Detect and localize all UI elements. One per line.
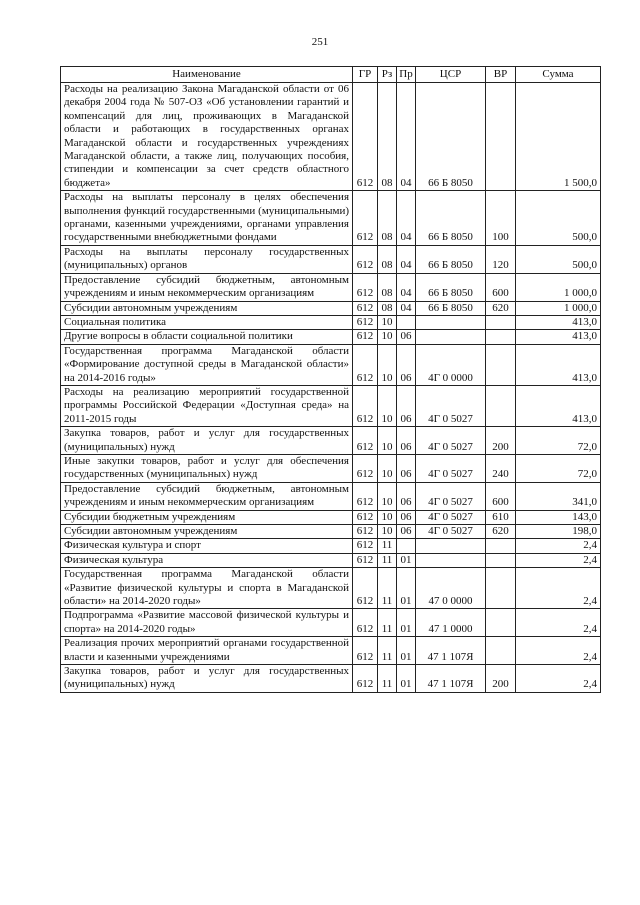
cell-gr: 612 (353, 427, 378, 455)
cell-pr: 06 (397, 344, 416, 385)
cell-name: Подпрограмма «Развитие массовой физической культуры и спорта» на 2014-2020 годы» (61, 609, 353, 637)
table-row (61, 330, 601, 344)
cell-gr: 612 (353, 273, 378, 301)
cell-name: Закупка товаров, работ и услуг для государственных (муниципальных) нужд (61, 665, 353, 693)
header-row (61, 67, 601, 83)
cell-rz: 08 (378, 191, 397, 246)
cell-vr (486, 539, 516, 553)
table-row (61, 427, 601, 455)
cell-rz: 11 (378, 539, 397, 553)
cell-rz: 10 (378, 330, 397, 344)
table-row (61, 637, 601, 665)
cell-vr: 240 (486, 454, 516, 482)
cell-pr: 01 (397, 637, 416, 665)
table-row (61, 273, 601, 301)
cell-pr: 06 (397, 454, 416, 482)
cell-rz: 11 (378, 665, 397, 693)
cell-vr: 620 (486, 301, 516, 315)
cell-vr (486, 568, 516, 609)
cell-csr (416, 553, 486, 567)
cell-sum: 143,0 (516, 510, 601, 524)
cell-csr: 4Г 0 5027 (416, 482, 486, 510)
cell-sum: 2,4 (516, 637, 601, 665)
cell-rz: 11 (378, 553, 397, 567)
cell-csr (416, 330, 486, 344)
cell-vr (486, 344, 516, 385)
cell-vr (486, 330, 516, 344)
cell-gr: 612 (353, 482, 378, 510)
cell-sum: 413,0 (516, 385, 601, 426)
table-body (61, 83, 601, 693)
page-number: 251 (311, 36, 329, 48)
cell-sum: 413,0 (516, 330, 601, 344)
table-row (61, 83, 601, 191)
cell-gr: 612 (353, 553, 378, 567)
table-row (61, 245, 601, 273)
cell-name: Субсидии бюджетным учреждениям (61, 510, 353, 524)
header-name: Наименование (61, 67, 353, 83)
cell-name: Субсидии автономным учреждениям (61, 525, 353, 539)
cell-pr: 04 (397, 191, 416, 246)
table-row (61, 385, 601, 426)
cell-gr: 612 (353, 83, 378, 191)
cell-rz: 11 (378, 609, 397, 637)
cell-pr: 01 (397, 665, 416, 693)
cell-pr: 04 (397, 273, 416, 301)
header-sum: Сумма (516, 67, 601, 83)
cell-name: Иные закупки товаров, работ и услуг для обеспечения государственных (муниципальных) нужд (61, 454, 353, 482)
cell-pr: 04 (397, 301, 416, 315)
cell-gr: 612 (353, 301, 378, 315)
cell-vr: 610 (486, 510, 516, 524)
cell-gr: 612 (353, 385, 378, 426)
table-row (61, 344, 601, 385)
cell-csr: 47 0 0000 (416, 568, 486, 609)
cell-sum: 72,0 (516, 454, 601, 482)
cell-name: Расходы на реализацию мероприятий государственной программы Российской Федерации «Доступная среда» на 2011-2015 годы (61, 385, 353, 426)
cell-gr: 612 (353, 510, 378, 524)
cell-csr: 4Г 0 5027 (416, 385, 486, 426)
table-row (61, 315, 601, 329)
cell-name: Социальная политика (61, 315, 353, 329)
budget-table (60, 66, 601, 693)
table-row (61, 454, 601, 482)
cell-rz: 11 (378, 637, 397, 665)
header-gr: ГР (353, 67, 378, 83)
header-csr: ЦСР (416, 67, 486, 83)
cell-pr (397, 315, 416, 329)
table-row (61, 301, 601, 315)
cell-sum: 198,0 (516, 525, 601, 539)
cell-rz: 10 (378, 315, 397, 329)
cell-vr: 600 (486, 273, 516, 301)
cell-rz: 10 (378, 482, 397, 510)
cell-sum: 2,4 (516, 553, 601, 567)
cell-name: Расходы на выплаты персоналу в целях обеспечения выполнения функций государственными (муниципальными) органами, казенными учреждениями, органами управления государственными внебюджетными фондами (61, 191, 353, 246)
cell-csr: 4Г 0 0000 (416, 344, 486, 385)
cell-sum: 341,0 (516, 482, 601, 510)
header-vr: ВР (486, 67, 516, 83)
cell-gr: 612 (353, 539, 378, 553)
cell-sum: 2,4 (516, 568, 601, 609)
table-row (61, 525, 601, 539)
cell-rz: 10 (378, 385, 397, 426)
cell-name: Предоставление субсидий бюджетным, автономным учреждениям и иным некоммерческим организациям (61, 482, 353, 510)
cell-pr: 06 (397, 482, 416, 510)
cell-rz: 10 (378, 525, 397, 539)
cell-gr: 612 (353, 330, 378, 344)
cell-vr (486, 315, 516, 329)
cell-csr: 4Г 0 5027 (416, 525, 486, 539)
table-row (61, 609, 601, 637)
cell-vr (486, 385, 516, 426)
cell-gr: 612 (353, 315, 378, 329)
cell-csr (416, 315, 486, 329)
cell-csr: 47 1 0000 (416, 609, 486, 637)
cell-sum: 2,4 (516, 539, 601, 553)
cell-pr: 06 (397, 427, 416, 455)
table-row (61, 568, 601, 609)
cell-csr: 47 1 107Я (416, 665, 486, 693)
cell-vr (486, 609, 516, 637)
cell-rz: 10 (378, 344, 397, 385)
cell-sum: 413,0 (516, 344, 601, 385)
table-row (61, 539, 601, 553)
cell-csr: 66 Б 8050 (416, 83, 486, 191)
cell-name: Другие вопросы в области социальной политики (61, 330, 353, 344)
cell-sum: 413,0 (516, 315, 601, 329)
cell-csr: 4Г 0 5027 (416, 427, 486, 455)
cell-vr: 620 (486, 525, 516, 539)
table-row (61, 510, 601, 524)
cell-rz: 10 (378, 454, 397, 482)
cell-vr (486, 553, 516, 567)
table-row (61, 482, 601, 510)
header-pr: Пр (397, 67, 416, 83)
cell-sum: 72,0 (516, 427, 601, 455)
table-row (61, 191, 601, 246)
cell-rz: 11 (378, 568, 397, 609)
cell-sum: 500,0 (516, 191, 601, 246)
cell-pr: 01 (397, 553, 416, 567)
cell-rz: 08 (378, 83, 397, 191)
cell-gr: 612 (353, 245, 378, 273)
cell-pr: 06 (397, 525, 416, 539)
cell-gr: 612 (353, 344, 378, 385)
cell-sum: 2,4 (516, 665, 601, 693)
cell-gr: 612 (353, 525, 378, 539)
cell-csr (416, 539, 486, 553)
cell-rz: 08 (378, 301, 397, 315)
cell-name: Закупка товаров, работ и услуг для государственных (муниципальных) нужд (61, 427, 353, 455)
cell-vr: 100 (486, 191, 516, 246)
cell-name: Государственная программа Магаданской области «Развитие физической культуры и спорта в Магаданской области» на 2014-2020 годы» (61, 568, 353, 609)
cell-csr: 4Г 0 5027 (416, 510, 486, 524)
cell-pr: 01 (397, 568, 416, 609)
cell-name: Реализация прочих мероприятий органами государственной власти и казенными учреждениями (61, 637, 353, 665)
cell-name: Предоставление субсидий бюджетным, автономным учреждениям и иным некоммерческим организациям (61, 273, 353, 301)
cell-gr: 612 (353, 454, 378, 482)
cell-csr: 66 Б 8050 (416, 273, 486, 301)
cell-vr (486, 637, 516, 665)
cell-pr: 06 (397, 385, 416, 426)
header-rz: Рз (378, 67, 397, 83)
cell-csr: 47 1 107Я (416, 637, 486, 665)
cell-gr: 612 (353, 568, 378, 609)
cell-rz: 08 (378, 273, 397, 301)
cell-rz: 10 (378, 510, 397, 524)
cell-csr: 4Г 0 5027 (416, 454, 486, 482)
cell-pr: 04 (397, 245, 416, 273)
cell-sum: 1 000,0 (516, 301, 601, 315)
cell-sum: 1 500,0 (516, 83, 601, 191)
cell-pr: 06 (397, 330, 416, 344)
cell-name: Расходы на реализацию Закона Магаданской области от 06 декабря 2004 года № 507-ОЗ «Об установлении гарантий и компенсаций для лиц, проживающих в Магаданской области и работающих в государственных органах Магаданской области и государственных учреждениях Магаданской области, а также лиц, получающих пособия, стипендии и компенсации за счет средств областного бюджета» (61, 83, 353, 191)
cell-vr: 200 (486, 427, 516, 455)
cell-sum: 500,0 (516, 245, 601, 273)
cell-name: Государственная программа Магаданской области «Формирование доступной среды в Магаданской области» на 2014-2016 годы» (61, 344, 353, 385)
cell-gr: 612 (353, 665, 378, 693)
cell-vr: 120 (486, 245, 516, 273)
cell-pr (397, 539, 416, 553)
cell-pr: 04 (397, 83, 416, 191)
cell-csr: 66 Б 8050 (416, 191, 486, 246)
cell-gr: 612 (353, 609, 378, 637)
cell-name: Субсидии автономным учреждениям (61, 301, 353, 315)
cell-vr: 600 (486, 482, 516, 510)
cell-sum: 2,4 (516, 609, 601, 637)
cell-csr: 66 Б 8050 (416, 301, 486, 315)
cell-name: Расходы на выплаты персоналу государственных (муниципальных) органов (61, 245, 353, 273)
cell-name: Физическая культура (61, 553, 353, 567)
cell-vr: 200 (486, 665, 516, 693)
cell-vr (486, 83, 516, 191)
cell-rz: 10 (378, 427, 397, 455)
table-row (61, 665, 601, 693)
cell-pr: 01 (397, 609, 416, 637)
cell-gr: 612 (353, 637, 378, 665)
table-row (61, 553, 601, 567)
cell-rz: 08 (378, 245, 397, 273)
cell-csr: 66 Б 8050 (416, 245, 486, 273)
cell-name: Физическая культура и спорт (61, 539, 353, 553)
cell-gr: 612 (353, 191, 378, 246)
cell-sum: 1 000,0 (516, 273, 601, 301)
cell-pr: 06 (397, 510, 416, 524)
